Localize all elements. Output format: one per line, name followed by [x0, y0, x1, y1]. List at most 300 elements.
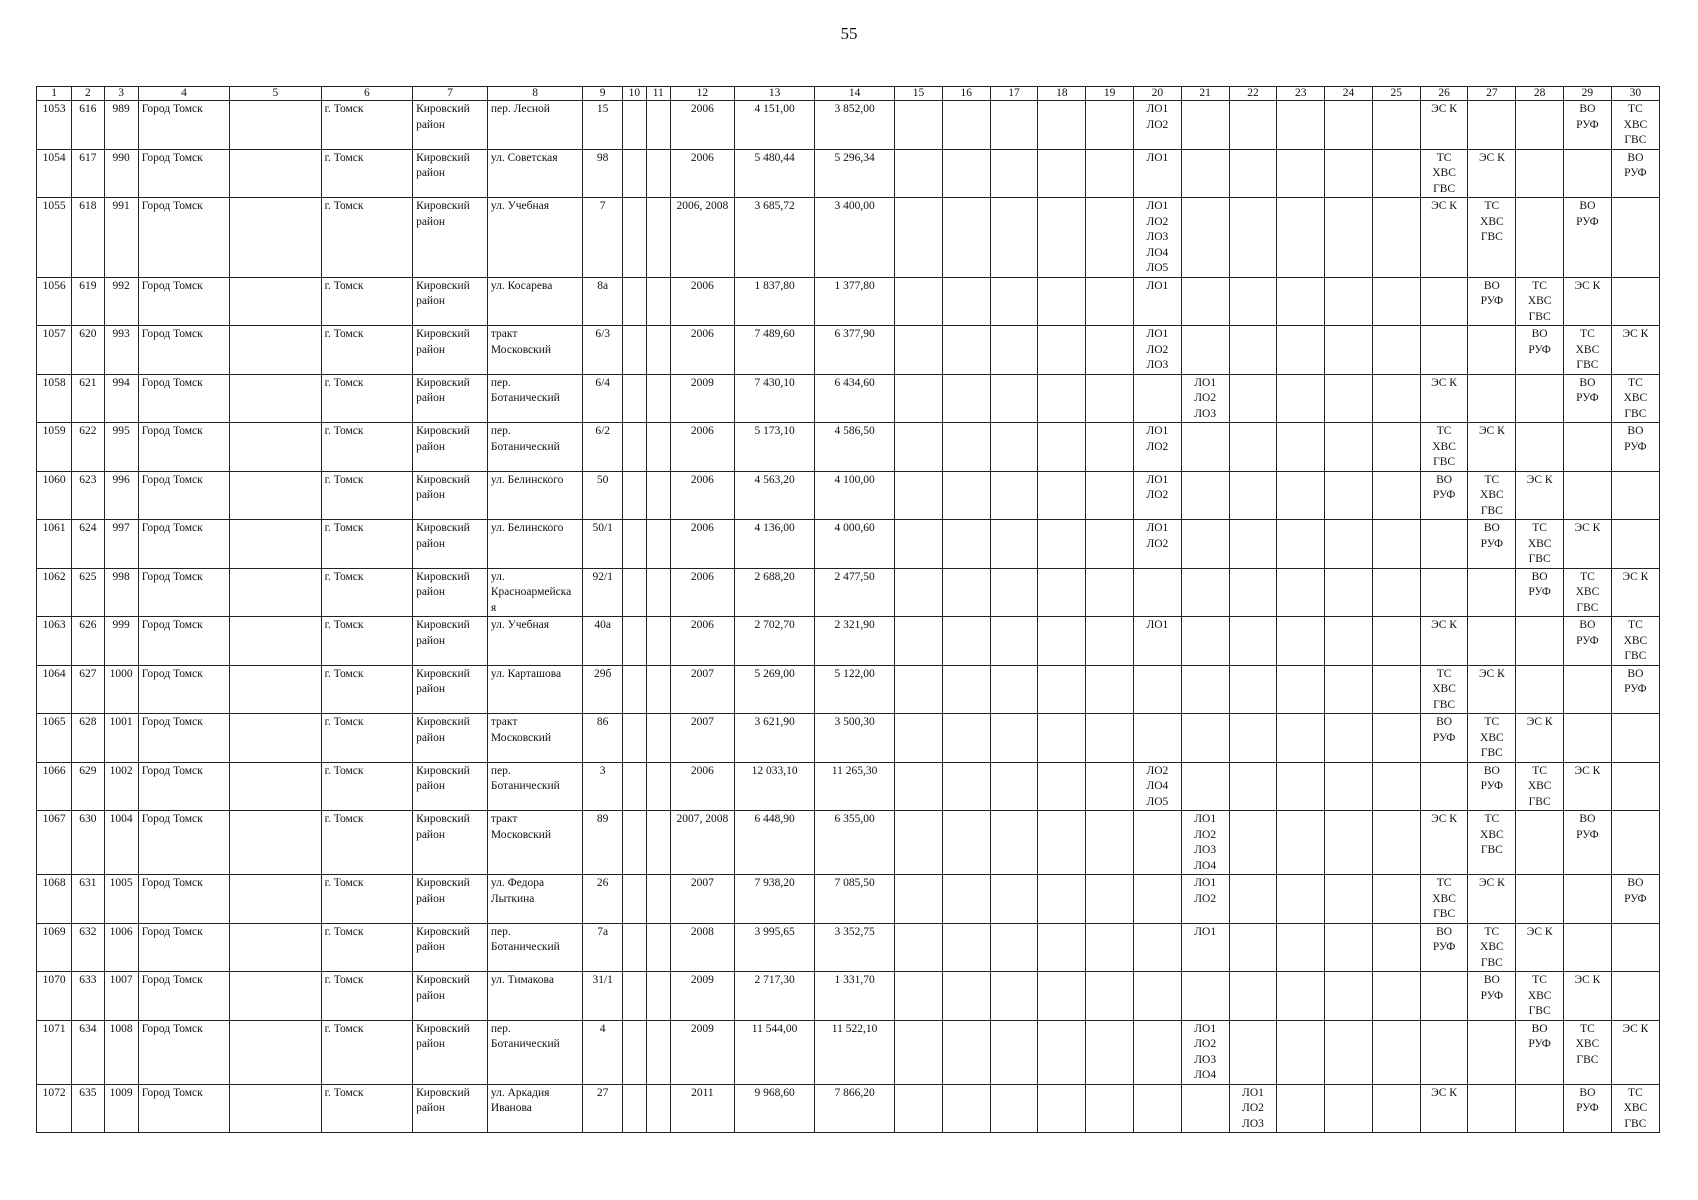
cell-col-17: [990, 1084, 1038, 1133]
cell-col-4: Город Томск: [138, 923, 229, 972]
cell-col-15: [895, 1084, 943, 1133]
cell-col-20: ЛО1 ЛО2: [1134, 471, 1182, 520]
cell-col-26: ЭС К: [1420, 617, 1468, 666]
cell-col-7: Кировский район: [413, 326, 488, 375]
cell-col-21: [1181, 101, 1229, 150]
cell-col-9: 7: [583, 198, 622, 278]
cell-col-3: 1005: [104, 875, 138, 924]
cell-col-8: пер. Ботанический: [487, 1020, 583, 1084]
cell-col-30: [1611, 277, 1659, 326]
column-header-27: 27: [1468, 87, 1516, 101]
column-header-23: 23: [1277, 87, 1325, 101]
cell-col-5: [230, 149, 321, 198]
cell-col-3: 997: [104, 520, 138, 569]
table-row: [37, 875, 1660, 924]
cell-col-27: ТС ХВС ГВС: [1468, 471, 1516, 520]
cell-col-8: пер. Ботанический: [487, 762, 583, 811]
cell-col-22: [1229, 617, 1277, 666]
cell-col-22: [1229, 374, 1277, 423]
cell-col-1: 1053: [37, 101, 72, 150]
cell-col-22: [1229, 568, 1277, 617]
cell-col-3: 993: [104, 326, 138, 375]
cell-col-26: ЭС К: [1420, 198, 1468, 278]
cell-col-1: 1055: [37, 198, 72, 278]
table-row: [37, 811, 1660, 875]
cell-col-2: 627: [72, 665, 104, 714]
cell-col-13: 4 136,00: [735, 520, 815, 569]
cell-col-8: ул. Советская: [487, 149, 583, 198]
cell-col-19: [1086, 149, 1134, 198]
cell-col-5: [230, 277, 321, 326]
cell-col-20: [1134, 568, 1182, 617]
cell-col-15: [895, 520, 943, 569]
cell-col-16: [942, 568, 990, 617]
cell-col-14: 3 400,00: [815, 198, 895, 278]
cell-col-12: 2007, 2008: [670, 811, 734, 875]
cell-col-4: Город Томск: [138, 149, 229, 198]
cell-col-16: [942, 149, 990, 198]
cell-col-1: 1057: [37, 326, 72, 375]
cell-col-15: [895, 101, 943, 150]
cell-col-11: [646, 923, 670, 972]
cell-col-9: 3: [583, 762, 622, 811]
cell-col-29: ВО РУФ: [1564, 1084, 1612, 1133]
cell-col-14: 3 352,75: [815, 923, 895, 972]
cell-col-16: [942, 714, 990, 763]
cell-col-10: [622, 1020, 646, 1084]
cell-col-30: ЭС К: [1611, 326, 1659, 375]
cell-col-1: 1071: [37, 1020, 72, 1084]
cell-col-10: [622, 423, 646, 472]
cell-col-7: Кировский район: [413, 198, 488, 278]
cell-col-20: [1134, 374, 1182, 423]
cell-col-27: [1468, 101, 1516, 150]
column-header-20: 20: [1134, 87, 1182, 101]
cell-col-14: 1 331,70: [815, 972, 895, 1021]
cell-col-6: г. Томск: [321, 923, 412, 972]
cell-col-23: [1277, 101, 1325, 150]
cell-col-20: ЛО1 ЛО2: [1134, 101, 1182, 150]
cell-col-5: [230, 198, 321, 278]
cell-col-27: ТС ХВС ГВС: [1468, 923, 1516, 972]
cell-col-9: 29б: [583, 665, 622, 714]
cell-col-30: ВО РУФ: [1611, 149, 1659, 198]
column-header-29: 29: [1564, 87, 1612, 101]
cell-col-29: ТС ХВС ГВС: [1564, 568, 1612, 617]
cell-col-9: 6/4: [583, 374, 622, 423]
cell-col-18: [1038, 714, 1086, 763]
cell-col-9: 6/3: [583, 326, 622, 375]
column-header-7: 7: [413, 87, 488, 101]
cell-col-1: 1070: [37, 972, 72, 1021]
cell-col-12: 2006: [670, 149, 734, 198]
table-row: [37, 762, 1660, 811]
cell-col-10: [622, 1084, 646, 1133]
cell-col-23: [1277, 714, 1325, 763]
cell-col-14: 5 122,00: [815, 665, 895, 714]
column-header-19: 19: [1086, 87, 1134, 101]
cell-col-8: ул. Федора Лыткина: [487, 875, 583, 924]
cell-col-3: 1002: [104, 762, 138, 811]
cell-col-12: 2008: [670, 923, 734, 972]
cell-col-10: [622, 101, 646, 150]
cell-col-5: [230, 423, 321, 472]
cell-col-28: [1516, 811, 1564, 875]
table-row: [37, 714, 1660, 763]
cell-col-19: [1086, 568, 1134, 617]
cell-col-21: ЛО1 ЛО2 ЛО3 ЛО4: [1181, 1020, 1229, 1084]
cell-col-20: [1134, 875, 1182, 924]
table-row: [37, 617, 1660, 666]
column-header-14: 14: [815, 87, 895, 101]
cell-col-30: [1611, 762, 1659, 811]
cell-col-28: ТС ХВС ГВС: [1516, 972, 1564, 1021]
cell-col-6: г. Томск: [321, 471, 412, 520]
cell-col-24: [1325, 1020, 1373, 1084]
cell-col-13: 2 702,70: [735, 617, 815, 666]
cell-col-27: ТС ХВС ГВС: [1468, 198, 1516, 278]
cell-col-29: ВО РУФ: [1564, 374, 1612, 423]
cell-col-22: [1229, 101, 1277, 150]
cell-col-17: [990, 762, 1038, 811]
cell-col-3: 992: [104, 277, 138, 326]
cell-col-15: [895, 714, 943, 763]
cell-col-1: 1068: [37, 875, 72, 924]
cell-col-22: [1229, 972, 1277, 1021]
cell-col-30: ЭС К: [1611, 1020, 1659, 1084]
cell-col-23: [1277, 471, 1325, 520]
cell-col-23: [1277, 568, 1325, 617]
cell-col-29: [1564, 149, 1612, 198]
table-row: [37, 1020, 1660, 1084]
column-header-4: 4: [138, 87, 229, 101]
cell-col-16: [942, 811, 990, 875]
cell-col-28: [1516, 101, 1564, 150]
cell-col-20: [1134, 665, 1182, 714]
cell-col-6: г. Томск: [321, 198, 412, 278]
cell-col-15: [895, 811, 943, 875]
cell-col-22: [1229, 923, 1277, 972]
cell-col-10: [622, 811, 646, 875]
cell-col-18: [1038, 277, 1086, 326]
cell-col-5: [230, 326, 321, 375]
cell-col-3: 1006: [104, 923, 138, 972]
cell-col-15: [895, 471, 943, 520]
cell-col-14: 6 434,60: [815, 374, 895, 423]
cell-col-27: [1468, 1084, 1516, 1133]
cell-col-19: [1086, 762, 1134, 811]
cell-col-18: [1038, 617, 1086, 666]
cell-col-26: ВО РУФ: [1420, 923, 1468, 972]
cell-col-16: [942, 875, 990, 924]
cell-col-2: 619: [72, 277, 104, 326]
cell-col-12: 2009: [670, 972, 734, 1021]
cell-col-28: [1516, 423, 1564, 472]
cell-col-12: 2006: [670, 762, 734, 811]
cell-col-2: 620: [72, 326, 104, 375]
cell-col-28: ВО РУФ: [1516, 1020, 1564, 1084]
cell-col-11: [646, 972, 670, 1021]
column-header-12: 12: [670, 87, 734, 101]
cell-col-16: [942, 762, 990, 811]
cell-col-1: 1067: [37, 811, 72, 875]
cell-col-24: [1325, 277, 1373, 326]
cell-col-24: [1325, 520, 1373, 569]
cell-col-17: [990, 374, 1038, 423]
cell-col-2: 630: [72, 811, 104, 875]
cell-col-11: [646, 762, 670, 811]
cell-col-12: 2007: [670, 875, 734, 924]
cell-col-11: [646, 374, 670, 423]
cell-col-20: ЛО2 ЛО4 ЛО5: [1134, 762, 1182, 811]
cell-col-3: 995: [104, 423, 138, 472]
cell-col-11: [646, 423, 670, 472]
cell-col-7: Кировский район: [413, 520, 488, 569]
cell-col-4: Город Томск: [138, 568, 229, 617]
cell-col-21: [1181, 520, 1229, 569]
cell-col-19: [1086, 875, 1134, 924]
cell-col-4: Город Томск: [138, 665, 229, 714]
cell-col-30: ЭС К: [1611, 568, 1659, 617]
cell-col-5: [230, 568, 321, 617]
cell-col-1: 1058: [37, 374, 72, 423]
cell-col-22: [1229, 326, 1277, 375]
cell-col-23: [1277, 423, 1325, 472]
cell-col-1: 1066: [37, 762, 72, 811]
cell-col-26: [1420, 762, 1468, 811]
cell-col-15: [895, 617, 943, 666]
cell-col-5: [230, 1084, 321, 1133]
cell-col-24: [1325, 714, 1373, 763]
column-header-24: 24: [1325, 87, 1373, 101]
cell-col-17: [990, 811, 1038, 875]
cell-col-5: [230, 762, 321, 811]
cell-col-16: [942, 198, 990, 278]
cell-col-4: Город Томск: [138, 326, 229, 375]
cell-col-20: [1134, 811, 1182, 875]
cell-col-6: г. Томск: [321, 714, 412, 763]
cell-col-24: [1325, 923, 1373, 972]
cell-col-2: 633: [72, 972, 104, 1021]
cell-col-30: [1611, 811, 1659, 875]
cell-col-30: [1611, 923, 1659, 972]
cell-col-12: 2006: [670, 101, 734, 150]
cell-col-27: ВО РУФ: [1468, 972, 1516, 1021]
cell-col-21: ЛО1 ЛО2: [1181, 875, 1229, 924]
cell-col-8: пер. Лесной: [487, 101, 583, 150]
cell-col-4: Город Томск: [138, 277, 229, 326]
cell-col-20: [1134, 1084, 1182, 1133]
cell-col-2: 635: [72, 1084, 104, 1133]
cell-col-14: 2 477,50: [815, 568, 895, 617]
cell-col-7: Кировский район: [413, 1084, 488, 1133]
cell-col-2: 616: [72, 101, 104, 150]
cell-col-3: 994: [104, 374, 138, 423]
column-header-26: 26: [1420, 87, 1468, 101]
cell-col-28: [1516, 617, 1564, 666]
cell-col-19: [1086, 1084, 1134, 1133]
register-table: [36, 86, 1660, 1133]
cell-col-24: [1325, 811, 1373, 875]
cell-col-20: [1134, 1020, 1182, 1084]
cell-col-17: [990, 617, 1038, 666]
cell-col-22: [1229, 875, 1277, 924]
cell-col-2: 629: [72, 762, 104, 811]
cell-col-10: [622, 326, 646, 375]
cell-col-29: [1564, 471, 1612, 520]
cell-col-2: 622: [72, 423, 104, 472]
cell-col-25: [1372, 568, 1420, 617]
cell-col-7: Кировский район: [413, 101, 488, 150]
cell-col-19: [1086, 617, 1134, 666]
cell-col-29: ВО РУФ: [1564, 811, 1612, 875]
cell-col-19: [1086, 520, 1134, 569]
cell-col-28: [1516, 875, 1564, 924]
cell-col-28: [1516, 374, 1564, 423]
cell-col-7: Кировский район: [413, 923, 488, 972]
cell-col-28: [1516, 198, 1564, 278]
cell-col-18: [1038, 101, 1086, 150]
cell-col-29: ЭС К: [1564, 277, 1612, 326]
cell-col-10: [622, 665, 646, 714]
cell-col-2: 618: [72, 198, 104, 278]
cell-col-16: [942, 923, 990, 972]
cell-col-16: [942, 326, 990, 375]
cell-col-9: 50/1: [583, 520, 622, 569]
cell-col-25: [1372, 471, 1420, 520]
cell-col-18: [1038, 923, 1086, 972]
cell-col-19: [1086, 374, 1134, 423]
cell-col-8: ул. Косарева: [487, 277, 583, 326]
cell-col-7: Кировский район: [413, 665, 488, 714]
cell-col-8: ул. Красноармейска я: [487, 568, 583, 617]
cell-col-22: [1229, 149, 1277, 198]
cell-col-5: [230, 972, 321, 1021]
cell-col-5: [230, 471, 321, 520]
cell-col-15: [895, 972, 943, 1021]
cell-col-21: ЛО1 ЛО2 ЛО3: [1181, 374, 1229, 423]
cell-col-16: [942, 520, 990, 569]
cell-col-19: [1086, 972, 1134, 1021]
cell-col-25: [1372, 1020, 1420, 1084]
cell-col-22: [1229, 811, 1277, 875]
cell-col-15: [895, 665, 943, 714]
cell-col-6: г. Томск: [321, 875, 412, 924]
cell-col-30: ВО РУФ: [1611, 665, 1659, 714]
cell-col-18: [1038, 374, 1086, 423]
cell-col-22: [1229, 714, 1277, 763]
column-header-3: 3: [104, 87, 138, 101]
cell-col-10: [622, 972, 646, 1021]
cell-col-14: 4 100,00: [815, 471, 895, 520]
cell-col-6: г. Томск: [321, 762, 412, 811]
cell-col-13: 3 621,90: [735, 714, 815, 763]
cell-col-1: 1056: [37, 277, 72, 326]
cell-col-7: Кировский район: [413, 471, 488, 520]
cell-col-20: [1134, 714, 1182, 763]
cell-col-28: [1516, 1084, 1564, 1133]
table-row: [37, 568, 1660, 617]
cell-col-13: 12 033,10: [735, 762, 815, 811]
cell-col-9: 89: [583, 811, 622, 875]
table-row: [37, 972, 1660, 1021]
cell-col-13: 2 717,30: [735, 972, 815, 1021]
cell-col-17: [990, 471, 1038, 520]
cell-col-26: ЭС К: [1420, 811, 1468, 875]
cell-col-14: 11 265,30: [815, 762, 895, 811]
cell-col-19: [1086, 198, 1134, 278]
column-header-18: 18: [1038, 87, 1086, 101]
cell-col-23: [1277, 762, 1325, 811]
cell-col-19: [1086, 1020, 1134, 1084]
cell-col-18: [1038, 149, 1086, 198]
cell-col-23: [1277, 1020, 1325, 1084]
cell-col-24: [1325, 198, 1373, 278]
cell-col-9: 27: [583, 1084, 622, 1133]
cell-col-1: 1062: [37, 568, 72, 617]
cell-col-19: [1086, 277, 1134, 326]
cell-col-19: [1086, 811, 1134, 875]
cell-col-15: [895, 762, 943, 811]
cell-col-17: [990, 923, 1038, 972]
column-header-30: 30: [1611, 87, 1659, 101]
cell-col-3: 990: [104, 149, 138, 198]
cell-col-11: [646, 665, 670, 714]
cell-col-25: [1372, 198, 1420, 278]
cell-col-5: [230, 617, 321, 666]
cell-col-26: [1420, 520, 1468, 569]
cell-col-12: 2009: [670, 374, 734, 423]
cell-col-21: ЛО1: [1181, 923, 1229, 972]
cell-col-6: г. Томск: [321, 568, 412, 617]
cell-col-30: [1611, 520, 1659, 569]
cell-col-29: [1564, 665, 1612, 714]
cell-col-8: ул. Белинского: [487, 471, 583, 520]
cell-col-11: [646, 811, 670, 875]
cell-col-9: 92/1: [583, 568, 622, 617]
cell-col-18: [1038, 326, 1086, 375]
cell-col-8: ул. Аркадия Иванова: [487, 1084, 583, 1133]
cell-col-15: [895, 423, 943, 472]
cell-col-18: [1038, 423, 1086, 472]
cell-col-14: 6 355,00: [815, 811, 895, 875]
cell-col-9: 98: [583, 149, 622, 198]
cell-col-27: [1468, 568, 1516, 617]
cell-col-17: [990, 520, 1038, 569]
cell-col-21: [1181, 665, 1229, 714]
cell-col-3: 1000: [104, 665, 138, 714]
cell-col-10: [622, 875, 646, 924]
cell-col-23: [1277, 520, 1325, 569]
cell-col-26: [1420, 1020, 1468, 1084]
cell-col-7: Кировский район: [413, 277, 488, 326]
cell-col-1: 1059: [37, 423, 72, 472]
cell-col-18: [1038, 520, 1086, 569]
table-row: [37, 326, 1660, 375]
cell-col-30: [1611, 471, 1659, 520]
cell-col-13: 5 269,00: [735, 665, 815, 714]
cell-col-16: [942, 1020, 990, 1084]
cell-col-23: [1277, 665, 1325, 714]
cell-col-5: [230, 714, 321, 763]
table-row: [37, 101, 1660, 150]
cell-col-9: 86: [583, 714, 622, 763]
cell-col-23: [1277, 617, 1325, 666]
cell-col-13: 3 995,65: [735, 923, 815, 972]
cell-col-6: г. Томск: [321, 1020, 412, 1084]
cell-col-20: [1134, 972, 1182, 1021]
cell-col-21: [1181, 423, 1229, 472]
